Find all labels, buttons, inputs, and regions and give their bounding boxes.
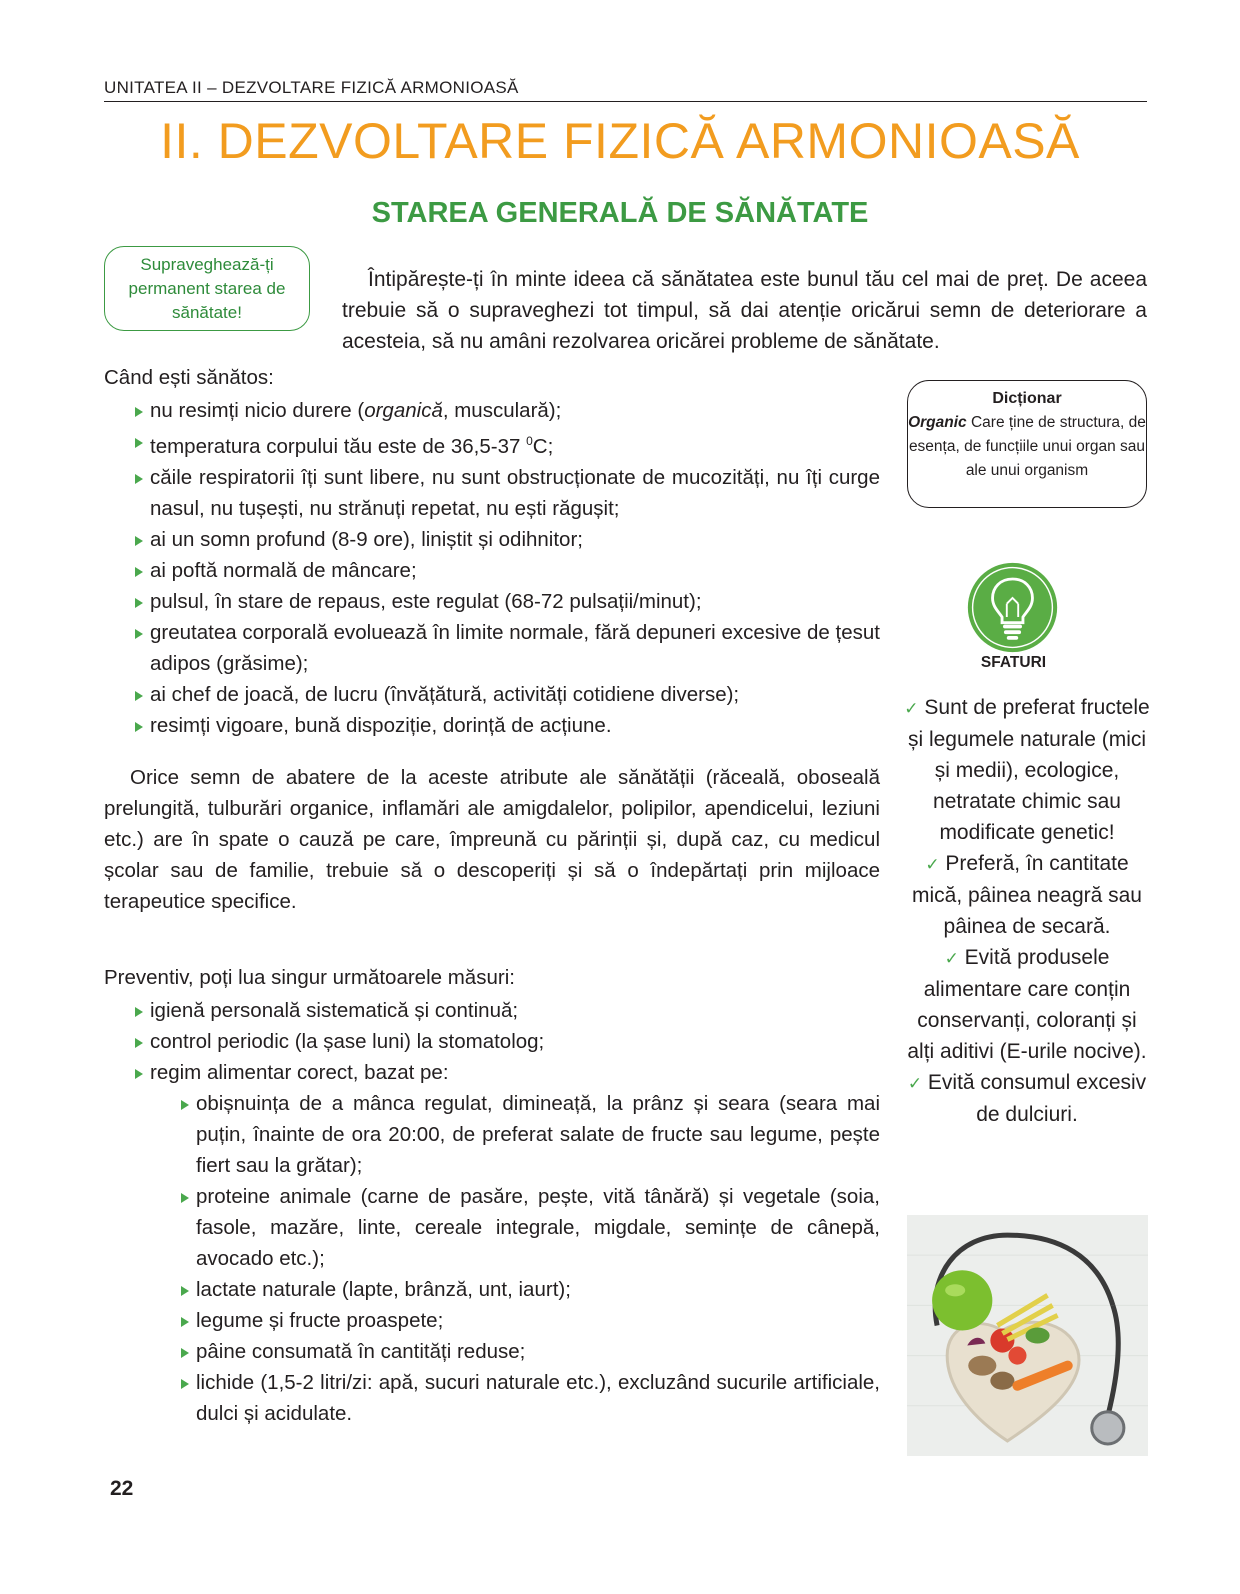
dictionary-entry: Organic Care ține de structura, de esența, de funcțiile unui organ sau ale unui organism	[908, 414, 1146, 479]
dictionary-title: Dicționar	[992, 390, 1062, 407]
list-item: ai un somn profund (8-9 ore), liniștit și odihnitor;	[132, 524, 880, 555]
list-item: nu resimți nicio durere (organică, musculară);	[132, 395, 880, 426]
list-item: control periodic (la șase luni) la stomatolog;	[132, 1026, 880, 1057]
list-item: legume și fructe proaspete;	[178, 1305, 880, 1336]
healthy-lead: Când ești sănătos:	[104, 366, 274, 389]
checkmark-icon: ✓	[925, 855, 940, 874]
advice-tip: ✓ Preferă, în cantitate mică, pâinea neagră sau pâinea de secară.	[912, 852, 1142, 938]
page-number: 22	[110, 1477, 134, 1500]
chapter-title: II. DEZVOLTARE FIZICĂ ARMONIOASĂ	[160, 113, 1080, 169]
list-item: temperatura corpului tău este de 36,5-37 $^0$C;	[132, 426, 880, 462]
checkmark-icon: ✓	[907, 1074, 923, 1093]
diet-list-container	[132, 1088, 880, 1429]
checkmark-icon: ✓	[904, 699, 919, 718]
list-item: igienă personală sistematică și continuă;	[132, 995, 880, 1026]
body-paragraph: Orice semn de abatere de la aceste atribute ale sănătății (răceală, oboseală prelungită, tulburări organice, inflamări ale amigdalelor, polipilor, apendicelui, leziuni etc.) are în spate o cauză pe care, împreună cu părinții și, după caz, cu medicul școlar sau de familie, trebuie să o descoperiți și să o îndepărtați prin mijloace terapeutice specifice.	[104, 766, 880, 913]
prevent-list	[132, 995, 880, 1429]
list-item: ai chef de joacă, de lucru (învățătură, activități cotidiene diverse);	[132, 679, 880, 710]
section-title: STAREA GENERALĂ DE SĂNĂTATE	[371, 197, 869, 229]
list-item: căile respiratorii îți sunt libere, nu sunt obstrucționate de mucozități, nu îți curge nasul, nu tușești, nu strănuți repetat, nu ești răgușit;	[132, 462, 880, 524]
advice-label: SFATURI	[980, 654, 1047, 671]
list-item: proteine animale (carne de pasăre, pește, vită tânără) și vegetale (soia, fasole, mazăre, linte, cereale integrale, migdale, semințe de cânepă, avocado etc.);	[178, 1181, 880, 1274]
diet-list	[132, 1088, 880, 1429]
dictionary-box	[907, 380, 1147, 508]
tip-box	[104, 246, 310, 331]
healthy-food-photo	[907, 1215, 1148, 1456]
list-item: pâine consumată în cantități reduse;	[178, 1336, 880, 1367]
advice-tip: ✓ Evită produsele alimentare care conțin conservanți, coloranți și alți aditivi (E-urile nocive).	[907, 946, 1147, 1063]
list-item: resimți vigoare, bună dispoziție, dorință de acțiune.	[132, 710, 880, 741]
advice-tip: ✓ Sunt de preferat fructele și legumele naturale (mici și medii), ecologice, netratate chimic sau modificate genetic!	[904, 696, 1150, 844]
intro-paragraph: Întipărește-ți în minte ideea că sănătatea este bunul tău cel mai de preț. De aceea trebuie să o supraveghezi tot timpul, să dai atenție oricărui semn de deteriorare a acesteia, să nu amâni rezolvarea oricărei probleme de sănătate.	[342, 268, 1147, 353]
lightbulb-icon	[965, 560, 1060, 655]
tip-box-text: Supraveghează-ți permanent starea de sănătate!	[128, 254, 286, 322]
list-item: regim alimentar corect, bazat pe:	[132, 1057, 880, 1088]
checkmark-icon: ✓	[944, 949, 959, 968]
list-item: lichide (1,5-2 litri/zi: apă, sucuri naturale etc.), excluzând sucurile artificiale, dulci și acidulate.	[178, 1367, 880, 1429]
list-item: ai poftă normală de mâncare;	[132, 555, 880, 586]
list-item: obișnuința de a mânca regulat, dimineață, la prânz și seara (seara mai puțin, înainte de ora 20:00, de preferat salate de fructe sau legume, pește fiert sau la grătar);	[178, 1088, 880, 1181]
healthy-list	[132, 395, 880, 741]
running-head: UNITATEA II – DEZVOLTARE FIZICĂ ARMONIOASĂ	[104, 78, 519, 97]
list-item: pulsul, în stare de repaus, este regulat (68-72 pulsații/minut);	[132, 586, 880, 617]
header-rule	[104, 101, 1147, 102]
advice-tip: ✓ Evită consumul excesiv de dulciuri.	[907, 1071, 1147, 1126]
advice-tips	[904, 692, 1150, 1130]
list-item: lactate naturale (lapte, brânză, unt, iaurt);	[178, 1274, 880, 1305]
list-item: greutatea corporală evoluează în limite normale, fără depuneri excesive de țesut adipos (grăsime);	[132, 617, 880, 679]
prevent-lead: Preventiv, poți lua singur următoarele măsuri:	[104, 966, 515, 989]
